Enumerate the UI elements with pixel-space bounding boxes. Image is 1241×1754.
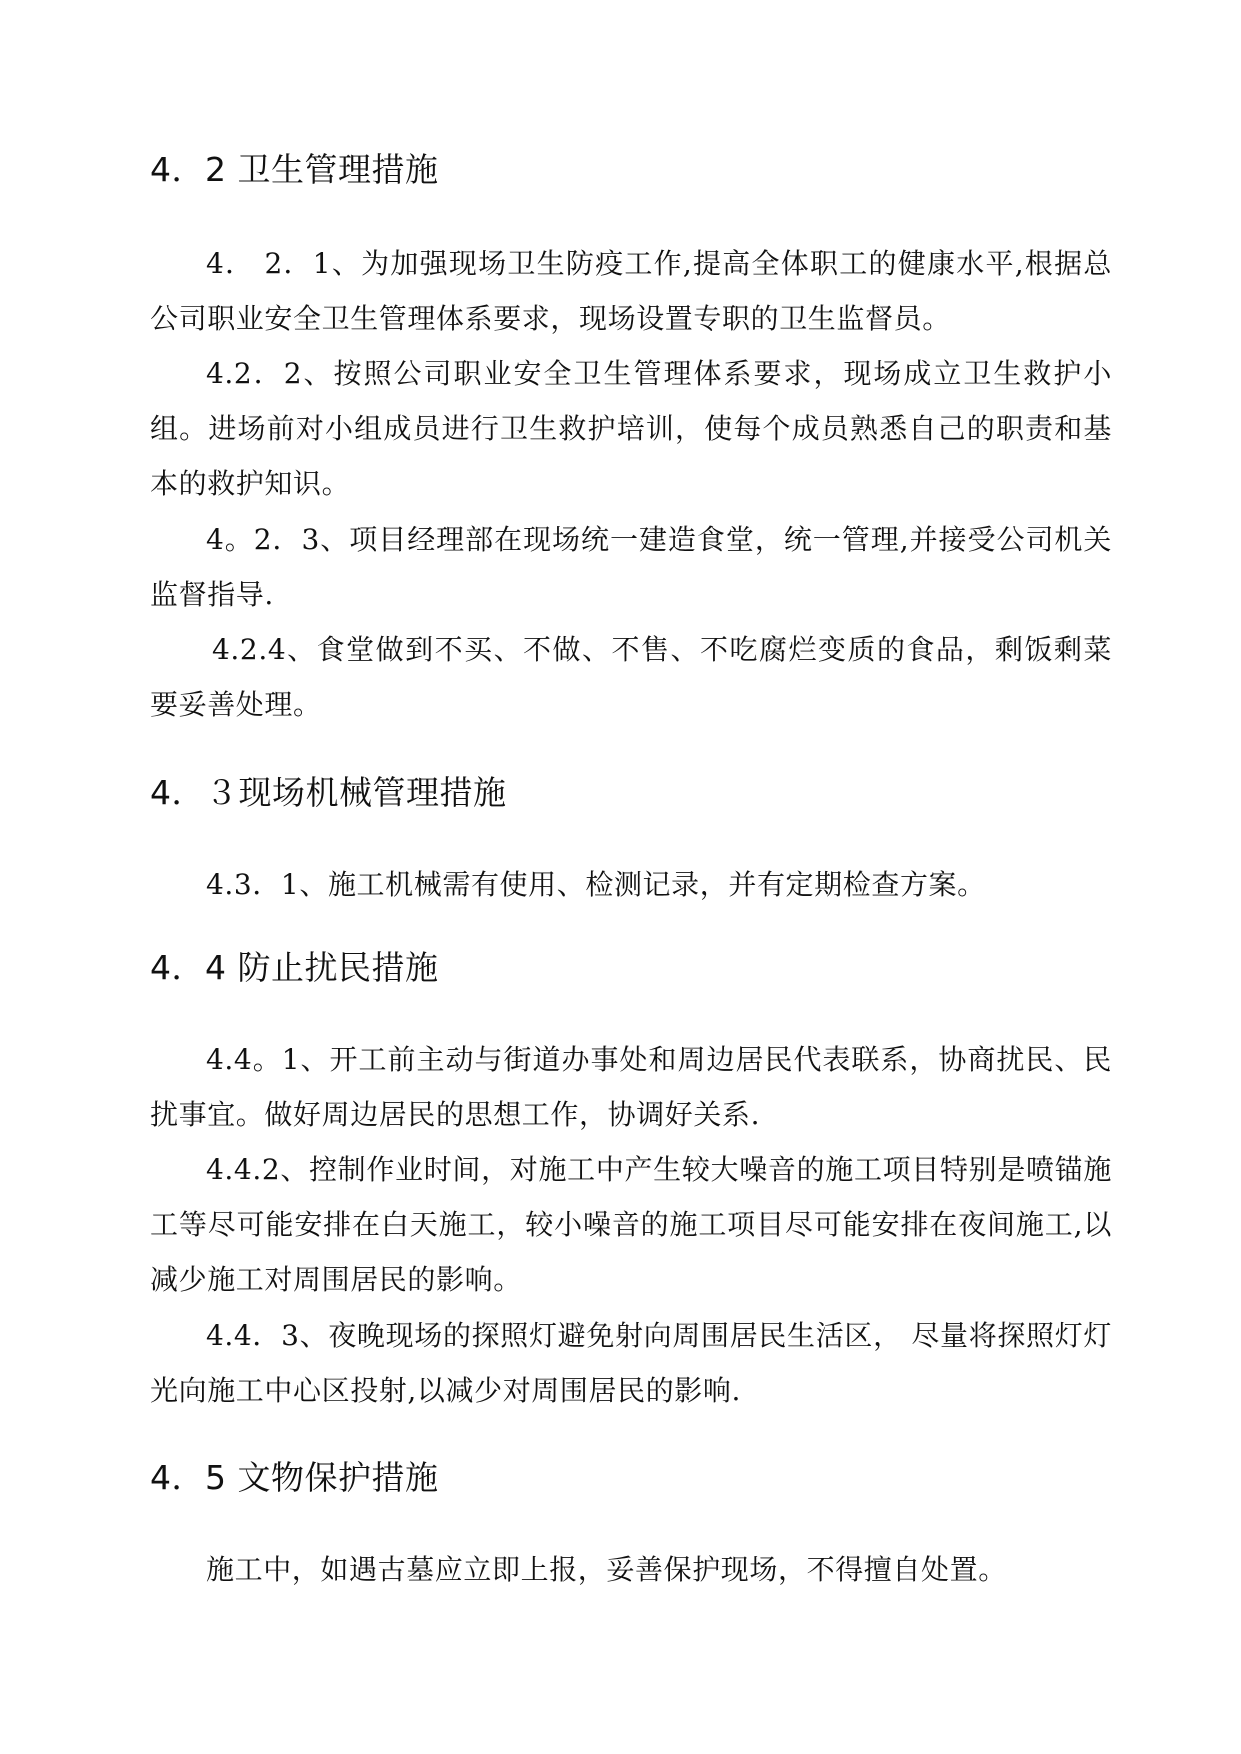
paragraph-4-3-1: 4.3．1、施工机械需有使用、检测记录，并有定期检查方案。	[206, 868, 986, 901]
paragraph-4-5: 施工中，如遇古墓应立即上报，妥善保护现场，不得擅自处置。	[206, 1553, 1007, 1586]
paragraph-4-4-2: 4.4.2、控制作业时间，对施工中产生较大噪音的施工项目特别是喷锚施工等尽可能安排在白天施工，较小噪音的施工项目尽可能安排在夜间施工,以减少施工对周围居民的影响。	[150, 1153, 1112, 1296]
section-heading-4-2: 4．2 卫生管理措施	[150, 150, 439, 189]
section-heading-4-4: 4．4 防止扰民措施	[150, 948, 439, 987]
paragraph-4-2-3: 4。2．3、项目经理部在现场统一建造食堂，统一管理,并接受公司机关监督指导.	[150, 523, 1112, 611]
paragraph-4-2-1: 4． 2．1、为加强现场卫生防疫工作,提高全体职工的健康水平,根据总公司职业安全卫生管理体系要求，现场设置专职的卫生监督员。	[150, 247, 1112, 335]
paragraph-4-4-1: 4.4。1、开工前主动与街道办事处和周边居民代表联系，协商扰民、民扰事宜。做好周边居民的思想工作，协调好关系.	[150, 1043, 1112, 1131]
paragraph-4-2-4: 4.2.4、食堂做到不买、不做、不售、不吃腐烂变质的食品，剩饭剩菜要妥善处理。	[150, 633, 1112, 721]
paragraph-4-4-3: 4.4．3、夜晚现场的探照灯避免射向周围居民生活区， 尽量将探照灯灯光向施工中心区投射,以减少对周围居民的影响.	[150, 1319, 1112, 1407]
section-heading-4-3: 4．３现场机械管理措施	[150, 773, 507, 812]
paragraph-4-2-2: 4.2．2、按照公司职业安全卫生管理体系要求，现场成立卫生救护小组。进场前对小组成员进行卫生救护培训，使每个成员熟悉自己的职责和基本的救护知识。	[150, 357, 1112, 500]
section-heading-4-5: 4．5 文物保护措施	[150, 1458, 439, 1497]
